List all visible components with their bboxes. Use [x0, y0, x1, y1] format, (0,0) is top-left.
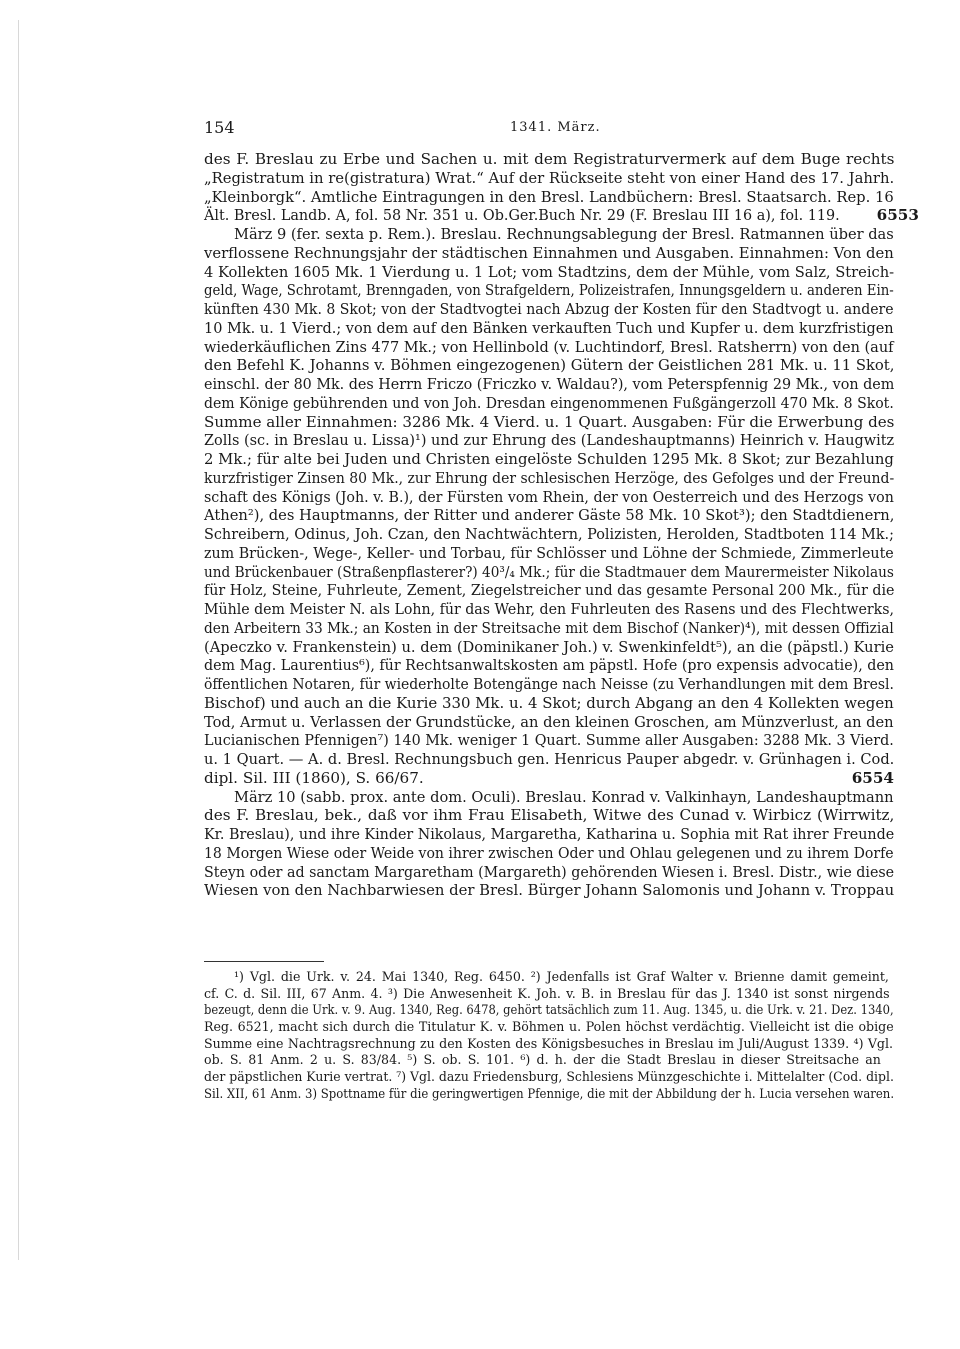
text-line-text: und Brückenbauer (Straßenpflasterer?) 40³/₄ Mk.; für die Stadtmauer dem Maurermeister Nikolaus: [204, 562, 894, 581]
text-line: [204, 844, 894, 863]
footnote-line-text: Sil. XII, 61 Anm. 3) Spottname für die geringwertigen Pfennige, die mit der Abbildung der h. Lucia versehen waren.: [204, 1085, 895, 1101]
text-line: [204, 544, 894, 563]
text-line-text: schaft des Königs (Joh. v. B.), der Fürsten vom Rhein, der von Oesterreich und des Herzogs von: [204, 487, 894, 506]
text-line-text: 2 Mk.; für alte bei Juden und Christen eingelöste Schulden 1295 Mk. 8 Skot; zur Bezahlung: [204, 450, 894, 468]
regest-number: 6553: [876, 206, 919, 225]
footnote-rule: [204, 961, 324, 962]
text-line: [204, 319, 894, 338]
text-line: [204, 825, 894, 844]
text-line-text: für Holz, Steine, Fuhrleute, Zement, Ziegelstreicher und das gesamte Personal 200 Mk., für die: [204, 581, 895, 600]
footnote-line-text: cf. C. d. Sil. III, 67 Anm. 4. ³) Die Anwesenheit K. Joh. v. B. in Breslau für das J. 1340 ist sonst nirgends: [204, 985, 890, 1001]
text-line-text: 4 Kollekten 1605 Mk. 1 Vierdung u. 1 Lot; vom Stadtzins, dem der Mühle, vom Salz, Streich-: [204, 262, 895, 281]
text-line-text: einschl. der 80 Mk. des Herrn Friczo (Friczko v. Waldau?), vom Peterspfennig 29 Mk., von dem: [204, 375, 895, 393]
text-line-text: Steyn oder ad sanctam Margaretham (Margareth) gehörenden Wiesen i. Bresl. Distr., wie diese: [204, 862, 895, 881]
text-line-text: geld, Wage, Schrotamt, Brenngaden, von Strafgeldern, Polizeistrafen, Innungsgeldern u. anderen Ein-: [204, 281, 894, 300]
text-line-text: Summe aller Einnahmen: 3286 Mk. 4 Vierd. u. 1 Quart. Ausgaben: Für die Erwerbung des: [204, 412, 895, 431]
text-line: [204, 506, 894, 525]
footnote-line: [204, 969, 894, 986]
text-line: [204, 525, 894, 544]
text-line: [204, 469, 894, 488]
text-line-text: u. 1 Quart. — A. d. Bresl. Rechnungsbuch gen. Henricus Pauper abgedr. v. Grünhagen i. Cod.: [204, 750, 895, 768]
text-line: [204, 150, 894, 169]
text-line: [204, 619, 894, 638]
text-line-text: 18 Morgen Wiese oder Weide von ihrer zwischen Oder und Ohlau gelegenen und zu ihrem Dorfe: [204, 843, 894, 862]
text-line: [204, 206, 919, 225]
text-line: [204, 300, 894, 319]
text-line: [204, 356, 894, 375]
page-margin-line: [18, 20, 19, 1260]
footnote-line-text: der päpstlichen Kurie vertrat. ⁷) Vgl. dazu Friedensburg, Schlesiens Münzgeschichte i. Mittelalter (Cod. dipl.: [204, 1069, 894, 1085]
footnote-line: [204, 1086, 894, 1103]
text-line: [204, 413, 894, 432]
text-line: [204, 169, 894, 188]
text-line: [204, 788, 894, 807]
text-line-text: des F. Breslau zu Erbe und Sachen u. mit dem Registraturvermerk auf dem Buge rechts: [204, 150, 895, 168]
text-line-text: Kr. Breslau), und ihre Kinder Nikolaus, Margaretha, Katharina u. Sophia mit Rat ihrer Freunde: [204, 825, 895, 843]
text-line-text: den Arbeitern 33 Mk.; an Kosten in der Streitsache mit dem Bischof (Nanker)⁴), mit dessen Offizial: [204, 618, 894, 637]
text-line-text: Lucianischen Pfennigen⁷) 140 Mk. weniger 1 Quart. Summe aller Ausgaben: 3288 Mk. 3 Vierd.: [204, 731, 894, 750]
footnote-line-text: bezeugt, denn die Urk. v. 9. Aug. 1340, Reg. 6478, gehört tatsächlich zum 11. Aug. 1345, u. die Urk. v. 21. Dez. 1340,: [204, 1002, 894, 1018]
text-line-text: Tod, Armut u. Verlassen der Grundstücke, an den kleinen Groschen, am Münzverlust, an den: [204, 712, 894, 731]
text-line: [204, 338, 894, 357]
text-line-text: (Apeczko v. Frankenstein) u. dem (Dominikaner Joh.) v. Swenkinfeldt⁵), an die (päpstl.) Kurie: [204, 637, 894, 656]
page-header: [204, 118, 894, 140]
page-number: 154: [204, 118, 235, 137]
footnote-line: [204, 1069, 894, 1086]
footnote-line: [204, 1002, 894, 1019]
footnote-line: [204, 1019, 894, 1036]
text-line: [204, 731, 894, 750]
text-line-text: den Befehl K. Johanns v. Böhmen eingezogenen) Gütern der Geistlichen 281 Mk. u. 11 Skot,: [204, 356, 895, 375]
text-line-text: Schreibern, Odinus, Joh. Czan, den Nachtwächtern, Polizisten, Herolden, Stadtboten 114 Mk.;: [204, 525, 894, 543]
text-line-text: dem Könige gebührenden und von Joh. Dresdan eingenommenen Fußgängerzoll 470 Mk. 8 Skot.: [204, 393, 894, 412]
text-line-text: „Registratum in re(gistratura) Wrat.“ Auf der Rückseite steht von einer Hand des 17. Jahrh.: [204, 168, 895, 187]
text-line: [204, 188, 894, 207]
text-line-text: wiederkäuflichen Zins 477 Mk.; von Hellinbold (v. Luchtindorf, Bresl. Ratsherrn) von den (auf: [204, 337, 894, 356]
footnote-line-text: ob. S. 81 Anm. 2 u. S. 83/84. ⁵) S. ob. S. 101. ⁶) d. h. der die Stadt Breslau in dieser Streitsache an: [204, 1052, 881, 1068]
text-line: [204, 244, 894, 263]
footnote-line: [204, 1036, 894, 1053]
text-line-text: Athen²), des Hauptmanns, der Ritter und anderer Gäste 58 Mk. 10 Skot³); den Stadtdienern,: [204, 506, 895, 525]
text-line: [204, 638, 894, 657]
text-line-text: Mühle dem Meister N. als Lohn, für das Wehr, den Fuhrleuten des Rasens und des Flechtwerks,: [204, 600, 894, 618]
text-line: [204, 431, 894, 450]
text-line-text: 10 Mk. u. 1 Vierd.; von dem auf den Bänken verkauften Tuch und Kupfer u. dem kurzfristigen: [204, 318, 894, 337]
text-line: [204, 375, 894, 394]
text-line: [204, 881, 894, 900]
text-line: [204, 488, 894, 507]
text-line: [204, 656, 894, 675]
text-line-text: des F. Breslau, bek., daß vor ihm Frau Elisabeth, Witwe des Cunad v. Wirbicz (Wirrwitz,: [204, 806, 895, 825]
text-line: [204, 281, 894, 300]
text-line-text: kurzfristiger Zinsen 80 Mk., zur Ehrung der schlesischen Herzöge, des Gefolges und der Freund-: [204, 468, 895, 487]
text-line-text: Zolls (sc. in Breslau u. Lissa)¹) und zur Ehrung des (Landeshauptmanns) Heinrich v. Haugwitz: [204, 431, 895, 450]
text-line: [204, 863, 894, 882]
text-line: [204, 581, 894, 600]
footnote-line: [204, 986, 894, 1003]
text-line-text: März 9 (fer. sexta p. Rem.). Breslau. Rechnungsablegung der Bresl. Ratmannen über das: [234, 225, 894, 243]
text-line: [204, 563, 894, 582]
footnote-line-text: ¹) Vgl. die Urk. v. 24. Mai 1340, Reg. 6450. ²) Jedenfalls ist Graf Walter v. Brienne damit gemeint,: [234, 969, 889, 984]
text-line: [204, 713, 894, 732]
text-line: [204, 394, 894, 413]
text-line: [204, 675, 894, 694]
footnote-line-text: Reg. 6521, macht sich durch die Titulatur K. v. Böhmen u. Polen höchst verdächtig. Vielleicht ist die obige: [204, 1019, 894, 1035]
text-line-text: verflossene Rechnungsjahr der städtischen Einnahmen und Ausgaben. Einnahmen: Von den: [204, 243, 894, 262]
text-line: [204, 694, 894, 713]
text-line-text: künften 430 Mk. 8 Skot; von der Stadtvogtei nach Abzug der Kosten für den Stadtvogt u. andere: [204, 300, 894, 318]
text-line: [204, 750, 894, 769]
text-line-text: dipl. Sil. III (1860), S. 66/67.: [204, 768, 424, 787]
text-line-text: Ält. Bresl. Landb. A, fol. 58 Nr. 351 u. Ob.Ger.Buch Nr. 29 (F. Breslau III 16 a), fol. 119.: [204, 206, 840, 225]
footnote-line: [204, 1052, 894, 1069]
text-line: [204, 450, 894, 469]
text-line-text: dem Mag. Laurentius⁶), für Rechtsanwaltskosten am päpstl. Hofe (pro expensis advocatie), den: [204, 656, 894, 675]
text-line: [204, 600, 894, 619]
text-line-text: Wiesen von den Nachbarwiesen der Bresl. Bürger Johann Salomonis und Johann v. Troppau: [204, 881, 895, 900]
text-line: [204, 806, 894, 825]
running-title: 1341. März.: [510, 120, 601, 135]
text-line-text: zum Brücken-, Wege-, Keller- und Torbau, für Schlösser und Löhne der Schmiede, Zimmerleute: [204, 543, 894, 562]
text-line-text: Bischof) und auch an die Kurie 330 Mk. u. 4 Skot; durch Abgang an den 4 Kollekten wegen: [204, 693, 894, 712]
text-line-text: „Kleinborgk“. Amtliche Eintragungen in den Bresl. Landbüchern: Bresl. Staatsarch. Rep. 16: [204, 187, 894, 206]
regest-number: 6554: [851, 768, 894, 787]
text-line: [204, 769, 894, 788]
text-line-text: öffentlichen Notaren, für wiederholte Botengänge nach Neisse (zu Verhandlungen mit dem Bresl.: [204, 675, 894, 693]
footnotes: [204, 969, 894, 1103]
text-line: [204, 225, 894, 244]
body-text: [204, 150, 919, 900]
text-line-text: März 10 (sabb. prox. ante dom. Oculi). Breslau. Konrad v. Valkinhayn, Landeshauptmann: [234, 787, 894, 806]
footnote-line-text: Summe eine Nachtragsrechnung zu den Kosten des Königsbesuches in Breslau im Juli/August 1339. ⁴) Vgl.: [204, 1035, 894, 1051]
text-line: [204, 263, 894, 282]
